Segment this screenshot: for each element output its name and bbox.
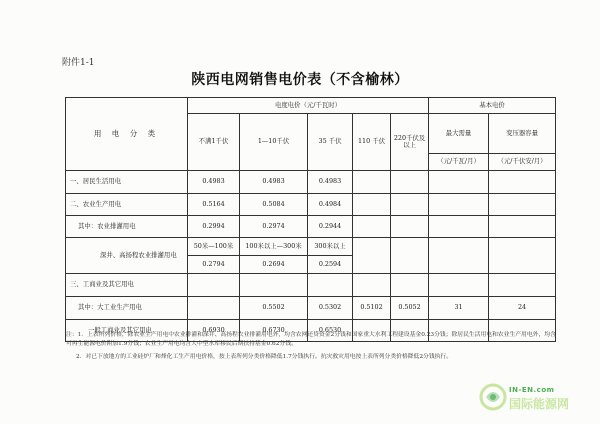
- tariff-table: [65, 97, 556, 342]
- table-row: [66, 274, 556, 297]
- cell-lt1kv: 0.4983: [188, 171, 240, 194]
- watermark-name: 国际能源网: [509, 397, 570, 411]
- row-label: 其中：大工业生产用电: [66, 297, 188, 320]
- cell-35kv: 0.4983: [308, 171, 353, 194]
- footnote: 注：1．上表所列价格，除农业生产用电中农业排灌和深井、高扬程农业排灌用电外，均含农网还贷资金2分钱和国家重大水利工程建设基金0.23分钱；除居民生活用电和农业生产用电外，均含可再生能源电价附加1.9分钱；农业生产用电均含大中型水库移民后期扶持基金0.62分钱。: [66, 332, 556, 348]
- cell-1-10kv: 0.2974: [240, 216, 308, 238]
- col-header-110kv: 110 千伏: [353, 114, 391, 171]
- col-header-max-demand: 最大需量: [429, 114, 489, 154]
- page-title: 陕西电网销售电价表（不含榆林）: [191, 72, 409, 88]
- cell-lt1kv: 0.2994: [188, 216, 240, 238]
- row-label: 一般工商业及其它用电: [66, 320, 188, 342]
- cell-depth-range: 50米—100米: [188, 238, 240, 256]
- cell-depth-range: 100米以上—300米: [240, 238, 308, 256]
- cell-max-demand: 31: [429, 297, 489, 320]
- row-label: 三、工商业及其它用电: [66, 274, 188, 297]
- cell-lt1kv: 0.6930: [188, 320, 240, 342]
- col-header-1-10kv: 1—10千伏: [240, 114, 308, 171]
- col-header-220kv: 220千伏及以上: [391, 114, 429, 171]
- energy-price-header: 电度电价（元/千瓦时）: [188, 98, 429, 114]
- cell-1-10kv: 0.6730: [240, 320, 308, 342]
- cell-35kv: 0.4984: [308, 194, 353, 216]
- unit-max-demand: （元/千瓦/月）: [429, 154, 489, 171]
- table-row: [66, 194, 556, 216]
- col-header-35kv: 35 千伏: [308, 114, 353, 171]
- table-row: [66, 297, 556, 320]
- watermark: [478, 382, 588, 414]
- cell-1-10kv: 0.4983: [240, 171, 308, 194]
- table-row: [66, 216, 556, 238]
- cell-1-10kv: 0.5502: [240, 297, 308, 320]
- row-label: 其中：农业排灌用电: [66, 216, 188, 238]
- cell-lt1kv: 0.2794: [188, 256, 240, 274]
- row-label: 深井、高扬程农业排灌用电: [66, 238, 188, 274]
- category-header: 用 电 分 类: [66, 98, 188, 171]
- unit-transformer: （元/千伏安/月）: [489, 154, 556, 171]
- table-row: [66, 238, 556, 256]
- footnote: 2．对已下放地方的工业硅炉厂和烽化工生产用电价格，按上表所列分类价格降低1.7分钱执行。抗灾救灾用电按上表所列分类价格降低2分钱执行。: [76, 353, 453, 360]
- cell-depth-range: 300米以上: [308, 238, 353, 256]
- cell-1-10kv: 0.2694: [240, 256, 308, 274]
- table-row: [66, 171, 556, 194]
- attachment-label: 附件1-1: [62, 58, 95, 68]
- cell-transformer: 24: [489, 297, 556, 320]
- row-label: 一、居民生活用电: [66, 171, 188, 194]
- footnotes: [66, 331, 558, 365]
- cell-lt1kv: 0.5164: [188, 194, 240, 216]
- cell-1-10kv: 0.5084: [240, 194, 308, 216]
- col-header-transformer: 变压器容量: [489, 114, 556, 154]
- cell-35kv: 0.2594: [308, 256, 353, 274]
- cell-35kv: 0.2944: [308, 216, 353, 238]
- watermark-site: IN-EN.com: [509, 386, 555, 394]
- cell-110kv: 0.5102: [353, 297, 391, 320]
- watermark-logo-icon: [478, 382, 508, 412]
- row-label: 二、农业生产用电: [66, 194, 188, 216]
- cell-220kv: 0.5052: [391, 297, 429, 320]
- cell-35kv: 0.5302: [308, 297, 353, 320]
- cell-35kv: 0.6530: [308, 320, 353, 342]
- col-header-lt1kv: 不满1千伏: [188, 114, 240, 171]
- basic-price-header: 基本电价: [429, 98, 556, 114]
